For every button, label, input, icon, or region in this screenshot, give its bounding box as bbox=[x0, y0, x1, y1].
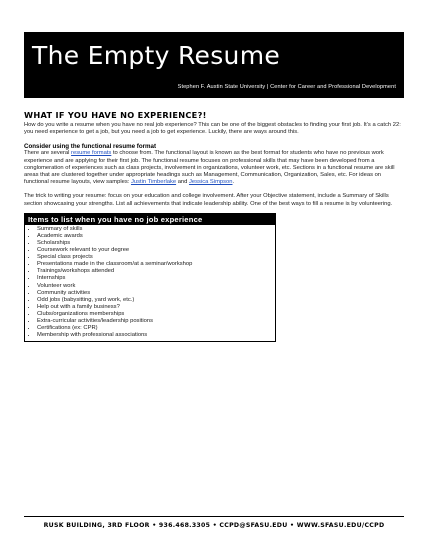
functional-text-2: to choose from. The functional layout is known as the best format for students who have no previous work experience and are applying for their first job. The functional resume focuses on professional skills that may have been developed from a conglomeration of experiences such as class projects, involvement in organizations, volunteer work, etc. Sections in a functional resume are skill areas that are clustered together under appropriate headings such as Management, Communication, Organization, Sales, etc. For ideas on functional resume layouts, view samples: bbox=[24, 150, 395, 186]
list-item: • Special class projects bbox=[37, 254, 275, 261]
list-item: • Clubs/organizations memberships bbox=[37, 311, 275, 318]
sample-link-timberlake[interactable]: Justin Timberlake bbox=[130, 179, 177, 186]
and-text: and bbox=[176, 179, 189, 186]
list-item: • Membership with professional associations bbox=[37, 332, 275, 339]
list-item: • Internships bbox=[37, 275, 275, 282]
items-list bbox=[25, 225, 275, 342]
footer-contact: RUSK BUILDING, 3RD FLOOR • 936.468.3305 • CCPD@SFASU.EDU • WWW.SFASU.EDU/CCPD bbox=[43, 522, 385, 529]
list-item: • Odd jobs (babysitting, yard work, etc.) bbox=[37, 297, 275, 304]
functional-heading: Consider using the functional resume format bbox=[24, 143, 157, 151]
resume-formats-link[interactable]: resume formats bbox=[71, 150, 112, 157]
functional-paragraph bbox=[24, 150, 404, 186]
list-item: • Help out with a family business? bbox=[37, 304, 275, 311]
intro-heading: WHAT IF YOU HAVE NO EXPERIENCE?! bbox=[24, 110, 207, 120]
items-box-title: Items to list when you have no job experience bbox=[25, 214, 275, 225]
banner-subtitle: Stephen F. Austin State University | Center for Career and Professional Development bbox=[177, 84, 396, 90]
list-item: • Summary of skills bbox=[37, 226, 275, 233]
list-item: • Trainings/workshops attended bbox=[37, 268, 275, 275]
items-box bbox=[24, 213, 276, 343]
list-item: • Volunteer work bbox=[37, 283, 275, 290]
list-item: • Academic awards bbox=[37, 233, 275, 240]
header-banner bbox=[24, 32, 404, 98]
sample-link-simpson[interactable]: Jessica Simpson bbox=[188, 179, 233, 186]
list-item: • Coursework relevant to your degree bbox=[37, 247, 275, 254]
list-item: • Scholarships bbox=[37, 240, 275, 247]
intro-paragraph: How do you write a resume when you have no real job experience? This can be one of the biggest obstacles to finding your first job. It’s a catch 22: you need experience to get a job, but you need a job to get experience. Luckily, there are ways around this. bbox=[24, 122, 401, 136]
functional-text-1: There are several bbox=[24, 150, 72, 157]
list-item: • Certifications (ex: CPR) bbox=[37, 325, 275, 332]
list-item: • Presentations made in the classroom/at a seminar/workshop bbox=[37, 261, 275, 268]
footer-divider bbox=[24, 516, 404, 517]
trick-paragraph: The trick to writing your resume: focus on your education and college involvement. After your Objective statement, include a Summary of Skills section showcasing your strengths. List all achievements that indicate leadership ability. One of the best ways to fill a resume is by volunteering. bbox=[24, 193, 393, 207]
list-item: • Community activities bbox=[37, 290, 275, 297]
document-title: The Empty Resume bbox=[32, 41, 281, 70]
end-text: . bbox=[232, 179, 235, 186]
document-body bbox=[24, 110, 404, 342]
list-item: • Extra-curricular activities/leadership positions bbox=[37, 318, 275, 325]
